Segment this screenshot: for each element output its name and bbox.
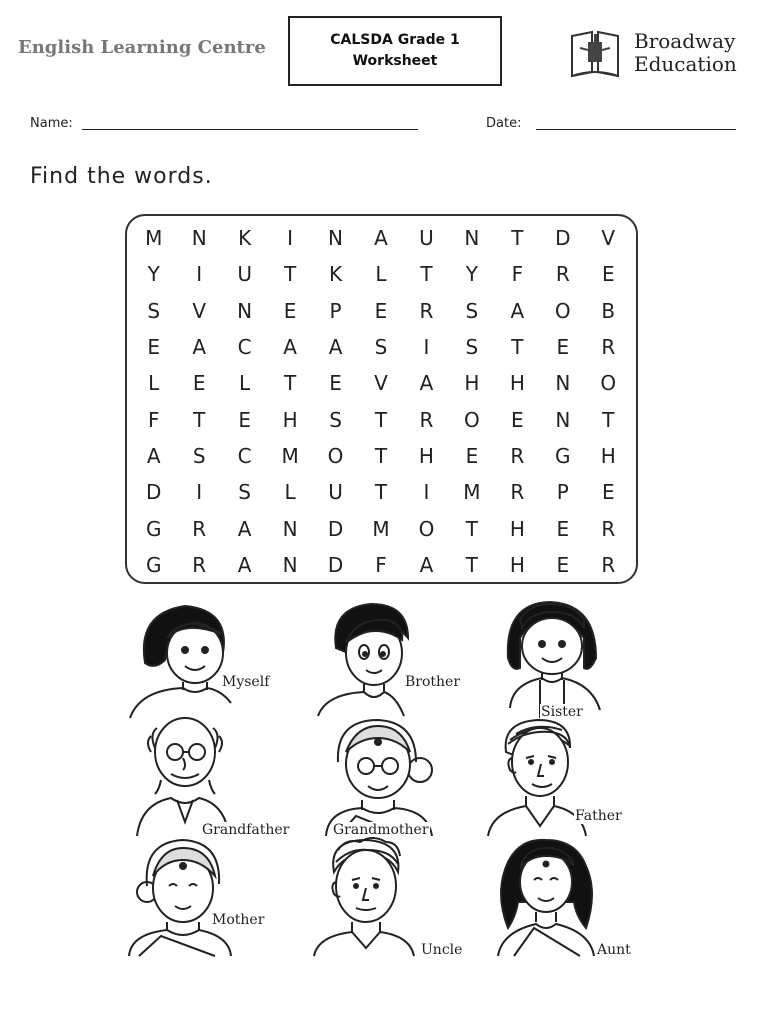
grid-letter[interactable]: F xyxy=(511,262,524,287)
grid-letter[interactable]: T xyxy=(420,262,433,287)
person-brother xyxy=(316,598,461,728)
grid-letter[interactable]: R xyxy=(601,552,616,577)
grid-letter[interactable]: A xyxy=(374,226,388,251)
grid-letter[interactable]: R xyxy=(419,407,434,432)
grid-letter[interactable]: E xyxy=(556,552,570,577)
grid-letter[interactable]: M xyxy=(463,480,481,505)
brand-logo-icon xyxy=(568,28,622,80)
grid-letter[interactable]: L xyxy=(239,371,251,396)
brand xyxy=(568,28,758,80)
person-myself xyxy=(125,598,270,728)
grid-letter[interactable]: S xyxy=(329,407,342,432)
person-label: Grandfather xyxy=(202,822,290,838)
grid-letter[interactable]: E xyxy=(465,443,479,468)
grid-letter[interactable]: E xyxy=(601,262,615,287)
worksheet-title-line1: CALSDA Grade 1 xyxy=(330,32,460,48)
grid-letter[interactable]: R xyxy=(510,480,525,505)
grid-letter[interactable]: M xyxy=(372,516,390,541)
grid-letter[interactable]: E xyxy=(147,335,161,360)
grid-letter[interactable]: I xyxy=(196,480,203,505)
person-grandfather xyxy=(125,712,290,842)
grid-letter[interactable]: H xyxy=(509,552,525,577)
grid-letter[interactable]: T xyxy=(283,262,297,287)
org-name: English Learning Centre xyxy=(18,37,266,58)
grid-letter[interactable]: R xyxy=(192,516,207,541)
grid-letter[interactable]: I xyxy=(423,335,430,360)
grid-letter[interactable]: S xyxy=(238,480,251,505)
grid-letter[interactable]: E xyxy=(374,298,388,323)
person-sister xyxy=(500,598,640,728)
grid-letter[interactable]: S xyxy=(465,298,479,323)
grid-letter[interactable]: A xyxy=(419,552,434,577)
person-uncle xyxy=(310,832,463,962)
grid-letter[interactable]: K xyxy=(328,262,343,287)
boy-portrait-icon xyxy=(316,598,456,728)
grid-letter[interactable]: A xyxy=(419,371,434,396)
person-label: Myself xyxy=(222,674,270,690)
grid-letter[interactable]: R xyxy=(601,516,616,541)
worksheet-title-box xyxy=(288,16,502,86)
grid-letter[interactable]: Y xyxy=(465,262,478,287)
grid-letter[interactable]: T xyxy=(602,407,615,432)
grid-letter[interactable]: T xyxy=(465,516,478,541)
grid-letter[interactable]: G xyxy=(145,552,162,577)
grid-row xyxy=(131,256,631,292)
grid-letter[interactable]: O xyxy=(600,371,617,396)
person-label: Uncle xyxy=(421,942,463,958)
grid-letter[interactable]: I xyxy=(196,262,203,287)
grid-row xyxy=(131,547,631,583)
grid-letter[interactable]: N xyxy=(555,407,571,432)
grid-letter[interactable]: D xyxy=(555,226,571,251)
grid-letter[interactable]: B xyxy=(601,298,616,323)
grid-letter[interactable]: G xyxy=(555,443,571,468)
grid-row xyxy=(131,329,631,365)
person-grandmother xyxy=(316,712,456,842)
grid-letter[interactable]: N xyxy=(282,516,298,541)
grid-letter[interactable]: H xyxy=(509,516,525,541)
grid-letter[interactable]: M xyxy=(145,226,163,251)
grid-letter[interactable]: A xyxy=(237,516,252,541)
grid-letter[interactable]: M xyxy=(281,443,299,468)
grid-letter[interactable]: V xyxy=(374,371,388,396)
grid-letter[interactable]: R xyxy=(510,443,525,468)
grid-letter[interactable]: N xyxy=(282,552,298,577)
grid-letter[interactable]: T xyxy=(465,552,478,577)
grid-letter[interactable]: L xyxy=(375,262,387,287)
grid-letter[interactable]: E xyxy=(192,371,206,396)
grid-letter[interactable]: T xyxy=(374,407,388,432)
grid-letter[interactable]: D xyxy=(327,552,344,577)
name-field[interactable] xyxy=(82,129,418,130)
grid-letter[interactable]: L xyxy=(148,371,160,396)
grid-letter[interactable]: E xyxy=(601,480,615,505)
grid-letter[interactable]: K xyxy=(238,226,252,251)
grid-letter[interactable]: F xyxy=(375,552,387,577)
grid-letter[interactable]: S xyxy=(374,335,388,360)
grid-letter[interactable]: S xyxy=(465,335,479,360)
grid-letter[interactable]: E xyxy=(238,407,251,432)
grid-letter[interactable]: O xyxy=(418,516,435,541)
grid-letter[interactable]: R xyxy=(601,335,616,360)
grid-letter[interactable]: P xyxy=(556,480,569,505)
person-label: Grandmother xyxy=(333,822,429,838)
instruction: Find the words. xyxy=(30,164,213,189)
grid-letter[interactable]: V xyxy=(601,226,616,251)
grid-letter[interactable]: A xyxy=(328,335,343,360)
grid-letter[interactable]: T xyxy=(511,335,524,360)
grid-letter[interactable]: R xyxy=(419,298,434,323)
grid-letter[interactable]: S xyxy=(147,298,161,323)
brand-name xyxy=(634,30,737,76)
grid-letter[interactable]: G xyxy=(145,516,162,541)
grid-letter[interactable]: A xyxy=(146,443,161,468)
grid-letter[interactable]: O xyxy=(327,443,344,468)
grid-row xyxy=(131,365,631,401)
grid-letter[interactable]: E xyxy=(556,516,570,541)
grid-row xyxy=(131,220,631,256)
grid-letter[interactable]: I xyxy=(287,226,294,251)
grid-letter[interactable]: T xyxy=(374,443,388,468)
grid-letter[interactable]: U xyxy=(328,480,343,505)
person-father xyxy=(486,712,626,842)
grid-letter[interactable]: C xyxy=(237,443,252,468)
grid-letter[interactable]: U xyxy=(237,262,252,287)
grid-letter[interactable]: F xyxy=(147,407,160,432)
grid-row xyxy=(131,401,631,437)
grid-row xyxy=(131,510,631,546)
person-label: Aunt xyxy=(597,942,631,958)
brand-name-line2: Education xyxy=(634,52,737,76)
grid-letter[interactable]: H xyxy=(464,371,480,396)
grid-letter[interactable]: H xyxy=(600,443,616,468)
mother-portrait-icon xyxy=(125,832,265,962)
grid-letter[interactable]: E xyxy=(329,371,342,396)
grid-letter[interactable]: R xyxy=(192,552,207,577)
grid-letter[interactable]: T xyxy=(511,226,524,251)
grid-letter[interactable]: Y xyxy=(147,262,160,287)
grid-letter[interactable]: N xyxy=(191,226,207,251)
grid-letter[interactable]: D xyxy=(327,516,344,541)
grid-letter[interactable]: C xyxy=(237,335,252,360)
date-field[interactable] xyxy=(536,129,736,130)
grid-row xyxy=(131,474,631,510)
person-label: Brother xyxy=(405,674,461,690)
grid-letter[interactable]: T xyxy=(193,407,206,432)
word-search-grid xyxy=(131,220,631,583)
grid-letter[interactable]: T xyxy=(283,371,297,396)
grid-letter[interactable]: R xyxy=(555,262,570,287)
person-label: Mother xyxy=(212,912,265,928)
grid-letter[interactable]: H xyxy=(418,443,434,468)
grid-letter[interactable]: E xyxy=(511,407,524,432)
name-label: Name: xyxy=(30,116,73,131)
grid-letter[interactable]: A xyxy=(192,335,207,360)
grid-letter[interactable]: N xyxy=(237,298,253,323)
grid-letter[interactable]: A xyxy=(237,552,252,577)
person-label: Father xyxy=(575,808,622,824)
grid-row xyxy=(131,438,631,474)
grid-letter[interactable]: T xyxy=(374,480,388,505)
brand-name-line1: Broadway xyxy=(634,29,736,53)
grid-letter[interactable]: U xyxy=(419,226,434,251)
girl-portrait-icon xyxy=(125,598,265,728)
person-mother xyxy=(125,832,265,962)
grid-letter[interactable]: N xyxy=(464,226,480,251)
grid-row xyxy=(131,293,631,329)
grid-letter[interactable]: S xyxy=(192,443,206,468)
grid-letter[interactable]: V xyxy=(192,298,207,323)
grid-letter[interactable]: H xyxy=(282,407,298,432)
grid-letter[interactable]: N xyxy=(555,371,571,396)
grid-letter[interactable]: L xyxy=(284,480,296,505)
date-label: Date: xyxy=(486,116,522,131)
worksheet-title-line2: Worksheet xyxy=(352,53,438,69)
person-label: Sister xyxy=(541,704,583,720)
grid-letter[interactable]: N xyxy=(328,226,344,251)
grid-letter[interactable]: D xyxy=(146,480,162,505)
grid-letter[interactable]: P xyxy=(329,298,342,323)
person-aunt xyxy=(494,832,634,962)
grid-letter[interactable]: I xyxy=(423,480,430,505)
grid-letter[interactable]: O xyxy=(464,407,480,432)
grid-letter[interactable]: E xyxy=(283,298,297,323)
grid-letter[interactable]: A xyxy=(283,335,297,360)
grid-letter[interactable]: A xyxy=(510,298,525,323)
grid-letter[interactable]: O xyxy=(554,298,571,323)
grid-letter[interactable]: H xyxy=(509,371,525,396)
grid-letter[interactable]: E xyxy=(556,335,570,360)
